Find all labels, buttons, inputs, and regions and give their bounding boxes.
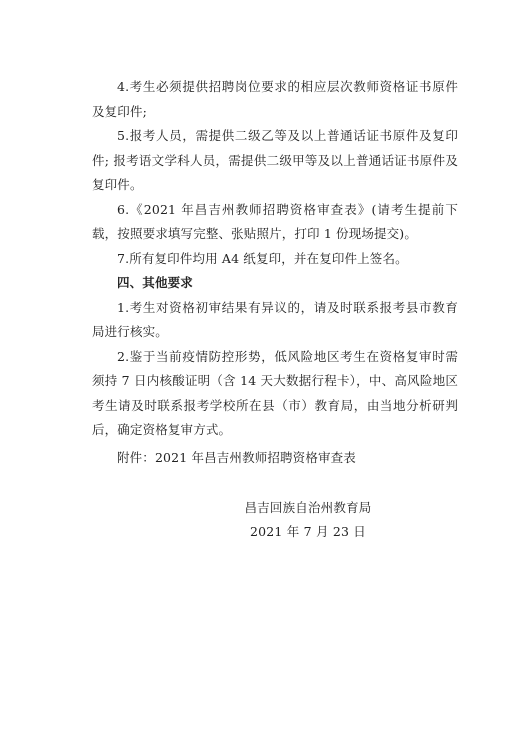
requirement-item-7: 7.所有复印件均用 A4 纸复印，并在复印件上签名。 bbox=[117, 250, 408, 266]
signature-organization: 昌吉回族自治州教育局 bbox=[244, 500, 372, 515]
document-body bbox=[92, 75, 458, 470]
attachment-line: 附件：2021 年昌吉州教师招聘资格审查表 bbox=[117, 449, 356, 465]
other-requirement-item-1: 1.考生对资格初审结果有异议的，请及时联系报考县市教育局进行核实。 bbox=[92, 299, 458, 339]
requirement-item-4: 4.考生必须提供招聘岗位要求的相应层次教师资格证书原件及复印件; bbox=[92, 79, 458, 119]
requirement-item-6: 6.《2021 年昌吉州教师招聘资格审查表》(请考生提前下载，按照要求填写完整、张贴照片，打印 1 份现场提交)。 bbox=[92, 201, 458, 241]
requirement-item-5: 5.报考人员，需提供二级乙等及以上普通话证书原件及复印件; 报考语文学科人员，需提供二级甲等及以上普通话证书原件及复印件。 bbox=[92, 128, 458, 192]
signature-date: 2021 年 7 月 23 日 bbox=[249, 524, 367, 539]
other-requirement-item-2: 2.鉴于当前疫情防控形势，低风险地区考生在资格复审时需须持 7 日内核酸证明（含 14 天大数据行程卡），中、高风险地区考生请及时联系报考学校所在县（市）教育局，由当地分析研判后，确定资格复审方式。 bbox=[92, 348, 458, 437]
section-title-other-requirements: 四、其他要求 bbox=[117, 275, 193, 290]
